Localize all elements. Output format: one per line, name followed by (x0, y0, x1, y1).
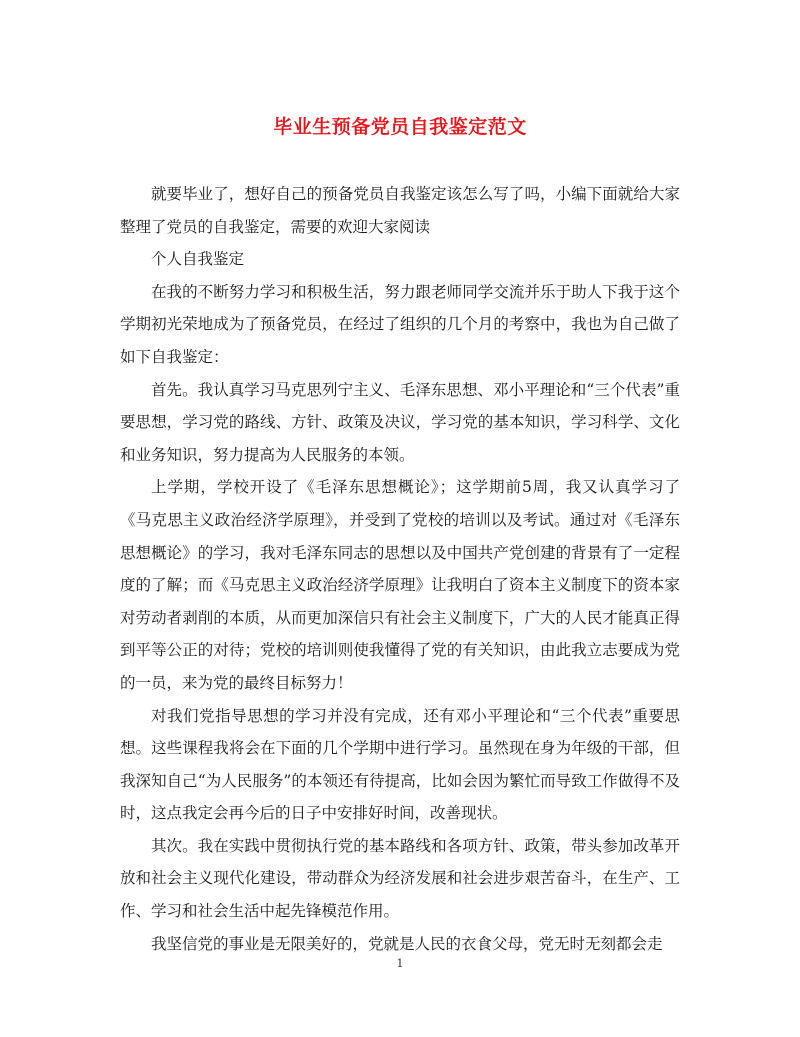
document-body (120, 178, 680, 960)
body-paragraph: 其次。我在实践中贯彻执行党的基本路线和各项方针、政策，带头参加改革开放和社会主义现代化建设，带动群众为经济发展和社会进步艰苦奋斗，在生产、工作、学习和社会生活中起先锋模范作用。 (120, 836, 680, 921)
document-title: 毕业生预备党员自我鉴定范文 (273, 116, 527, 138)
body-paragraph: 我坚信党的事业是无限美好的，党就是人民的衣食父母，党无时无刻都会走 (151, 934, 663, 953)
body-paragraph: 首先。我认真学习马克思列宁主义、毛泽东思想、邓小平理论和“三个代表”重要思想，学习党的路线、方针、政策及决议，学习党的基本知识，学习科学、文化和业务知识，努力提高为人民服务的本领。 (120, 380, 680, 464)
section-heading: 个人自我鉴定 (151, 250, 245, 269)
body-paragraph: 在我的不断努力学习和积极生活，努力跟老师同学交流并乐于助人下我于这个学期初光荣地成为了预备党员，在经过了组织的几个月的考察中，我也为自己做了如下自我鉴定： (120, 282, 680, 366)
body-paragraph: 对我们党指导思想的学习并没有完成，还有邓小平理论和“三个代表”重要思想。这些课程我将会在下面的几个学期中进行学习。虽然现在身为年级的干部，但我深知自己“为人民服务”的本领还有待提高，比如会因为繁忙而导致工作做得不及时，这点我定会再今后的日子中安排好时间，改善现状。 (120, 706, 680, 823)
body-paragraph: 上学期，学校开设了《毛泽东思想概论》；这学期前5周，我又认真学习了《马克思主义政治经济学原理》，并受到了党校的培训以及考试。通过对《毛泽东思想概论》的学习，我对毛泽东同志的思想以及中国共产党创建的背景有了一定程度的了解；而《马克思主义政治经济学原理》让我明白了资本主义制度下的资本家对劳动者剥削的本质，从而更加深信只有社会主义制度下，广大的人民才能真正得到平等公正的对待；党校的培训则使我懂得了党的有关知识，由此我立志要成为党的一员，来为党的最终目标努力！ (120, 478, 680, 692)
intro-paragraph: 就要毕业了，想好自己的预备党员自我鉴定该怎么写了吗，小编下面就给大家整理了党员的自我鉴定，需要的欢迎大家阅读 (120, 185, 680, 236)
page-number: 1 (396, 957, 404, 970)
